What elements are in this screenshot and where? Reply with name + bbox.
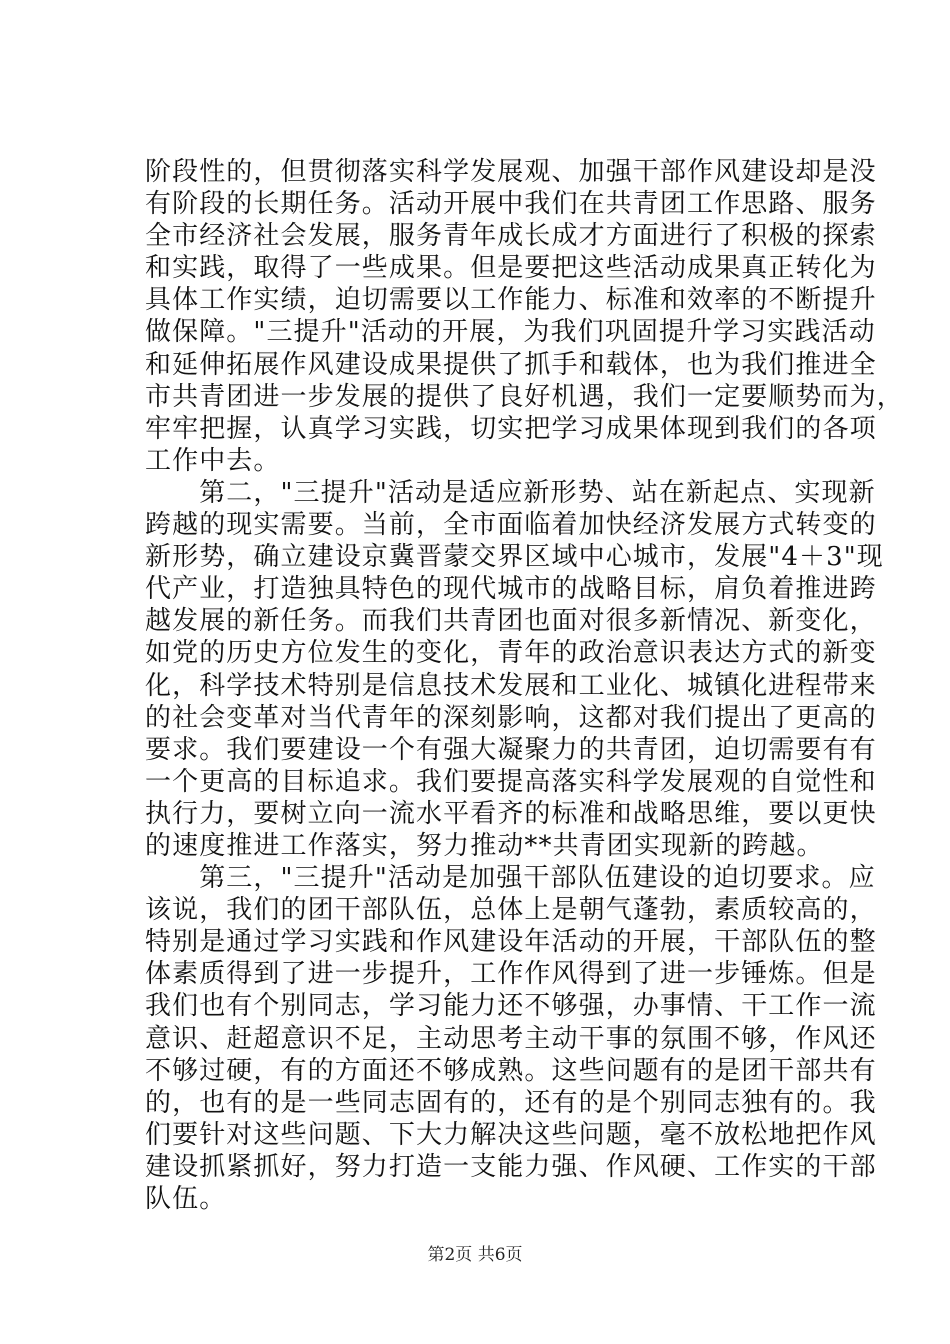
text-line: 和延伸拓展作风建设成果提供了抓手和载体，也为我们推进全	[145, 349, 877, 380]
text-line: 和实践，取得了一些成果。但是要把这些活动成果真正转化为	[145, 253, 877, 284]
text-line: 工作中去。	[145, 445, 281, 476]
text-line: 全市经济社会发展，服务青年成长成才方面进行了积极的探索	[145, 221, 877, 252]
page-number-footer: 第2页 共6页	[427, 1245, 523, 1265]
paragraph-start-line: 第三，"三提升"活动是加强干部队伍建设的迫切要求。应	[145, 863, 876, 894]
text-line: 有阶段的长期任务。活动开展中我们在共青团工作思路、服务	[145, 189, 877, 220]
body-text	[145, 156, 904, 1215]
text-line: 的，也有的是一些同志固有的，还有的是个别同志独有的。我	[145, 1087, 877, 1118]
text-line: 执行力，要树立向一流水平看齐的标准和战略思维，要以更快	[145, 798, 877, 829]
text-line: 意识、赶超意识不足，主动思考主动干事的氛围不够，作风还	[145, 1023, 877, 1054]
text-line: 阶段性的，但贯彻落实科学发展观、加强干部作风建设却是没	[145, 157, 877, 187]
text-line: 如党的历史方位发生的变化，青年的政治意识表达方式的新变	[145, 638, 877, 669]
text-line: 该说，我们的团干部队伍，总体上是朝气蓬勃，素质较高的，	[145, 895, 877, 926]
text-line: 代产业，打造独具特色的现代城市的战略目标，肩负着推进跨	[145, 574, 877, 605]
text-line: 建设抓紧抓好，努力打造一支能力强、作风硬、工作实的干部	[145, 1151, 877, 1182]
text-line: 具体工作实绩，迫切需要以工作能力、标准和效率的不断提升	[145, 285, 877, 316]
text-line: 市共青团进一步发展的提供了良好机遇，我们一定要顺势而为，	[145, 381, 904, 412]
text-line: 要求。我们要建设一个有强大凝聚力的共青团，迫切需要有有	[145, 734, 877, 765]
text-line: 做保障。"三提升"活动的开展，为我们巩固提升学习实践活动	[145, 317, 876, 348]
text-line: 的速度推进工作落实，努力推动**共青团实现新的跨越。	[145, 830, 824, 861]
text-line: 们要针对这些问题、下大力解决这些问题，毫不放松地把作风	[145, 1119, 877, 1150]
text-line: 新形势，确立建设京冀晋蒙交界区域中心城市，发展"4＋3"现	[145, 542, 884, 573]
text-line: 牢牢把握，认真学习实践，切实把学习成果体现到我们的各项	[145, 413, 877, 444]
text-line: 越发展的新任务。而我们共青团也面对很多新情况、新变化，	[145, 606, 877, 637]
text-line: 的社会变革对当代青年的深刻影响，这都对我们提出了更高的	[145, 702, 877, 733]
text-line: 特别是通过学习实践和作风建设年活动的开展，干部队伍的整	[145, 927, 877, 958]
text-line: 体素质得到了进一步提升，工作作风得到了进一步锤炼。但是	[145, 959, 877, 990]
text-line: 一个更高的目标追求。我们要提高落实科学发展观的自觉性和	[145, 766, 877, 797]
text-line: 队伍。	[145, 1184, 227, 1214]
text-line: 跨越的现实需要。当前，全市面临着加快经济发展方式转变的	[145, 510, 877, 541]
text-line: 我们也有个别同志，学习能力还不够强，办事情、干工作一流	[145, 991, 877, 1022]
text-line: 不够过硬，有的方面还不够成熟。这些问题有的是团干部共有	[145, 1055, 877, 1086]
text-line: 化，科学技术特别是信息技术发展和工业化、城镇化进程带来	[145, 670, 877, 701]
paragraph-start-line: 第二，"三提升"活动是适应新形势、站在新起点、实现新	[145, 477, 876, 508]
